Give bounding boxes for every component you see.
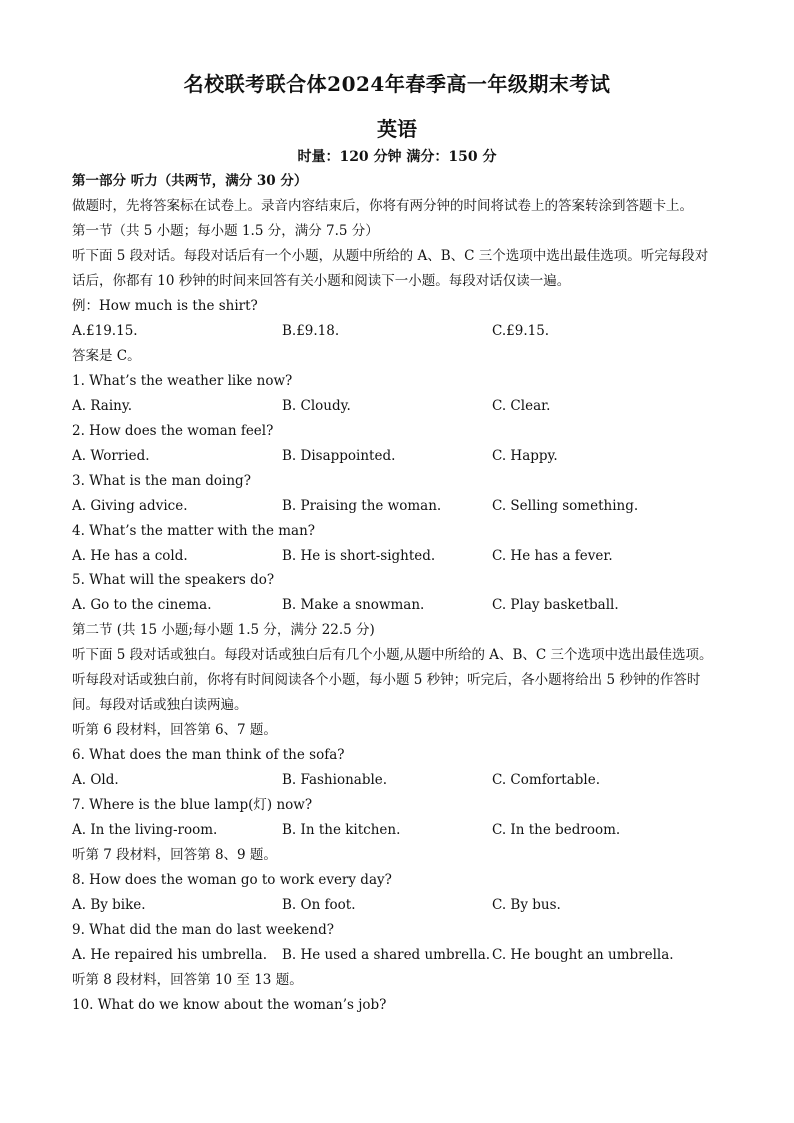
q6-option-a: A. Old. (72, 772, 119, 788)
q2-option-c: C. Happy. (492, 448, 558, 464)
material-7-note: 听第 7 段材料，回答第 8、9 题。 (72, 847, 277, 863)
section2-instruction-2: 听每段对话或独白前，你将有时间阅读各个小题，每小题 5 秒钟；听完后，各小题将给出 5 秒钟的作答时 (72, 672, 701, 688)
q4-option-a: A. He has a cold. (72, 548, 188, 564)
question-5: 5. What will the speakers do? (72, 572, 275, 588)
example-option-c: C.£9.15. (492, 323, 550, 339)
q5-option-c: C. Play basketball. (492, 597, 619, 613)
question-7: 7. Where is the blue lamp(灯) now? (72, 797, 313, 813)
q9-option-a: A. He repaired his umbrella. (72, 947, 267, 963)
q5-option-b: B. Make a snowman. (282, 597, 425, 613)
subject-title: 英语 (377, 117, 417, 141)
q7-option-a: A. In the living-room. (72, 822, 218, 838)
q7-option-c: C. In the bedroom. (492, 822, 621, 838)
section1-instruction-2: 话后，你都有 10 秒钟的时间来回答有关小题和阅读下一小题。每段对话仅读一遍。 (72, 273, 571, 289)
q8-option-a: A. By bike. (72, 897, 146, 913)
section1-heading: 第一节（共 5 小题；每小题 1.5 分，满分 7.5 分） (72, 223, 379, 239)
question-3: 3. What is the man doing? (72, 473, 251, 489)
q9-option-b: B. He used a shared umbrella. (282, 947, 491, 963)
q3-option-c: C. Selling something. (492, 498, 639, 514)
section2-heading: 第二节 (共 15 小题;每小题 1.5 分，满分 22.5 分) (72, 622, 375, 638)
question-6: 6. What does the man think of the sofa? (72, 747, 345, 763)
q4-option-c: C. He has a fever. (492, 548, 613, 564)
question-10: 10. What do we know about the woman’s job? (72, 997, 387, 1013)
q5-option-a: A. Go to the cinema. (72, 597, 212, 613)
q1-option-b: B. Cloudy. (282, 398, 351, 414)
question-8: 8. How does the woman go to work every day? (72, 872, 392, 888)
q2-option-a: A. Worried. (72, 448, 150, 464)
question-2: 2. How does the woman feel? (72, 423, 274, 439)
q1-option-c: C. Clear. (492, 398, 551, 414)
q9-option-c: C. He bought an umbrella. (492, 947, 674, 963)
time-score-line: 时量：120 分钟 满分：150 分 (297, 149, 497, 165)
question-1: 1. What’s the weather like now? (72, 373, 293, 389)
example-option-a: A.£19.15. (72, 323, 138, 339)
material-6-note: 听第 6 段材料，回答第 6、7 题。 (72, 722, 277, 738)
q4-option-b: B. He is short-sighted. (282, 548, 436, 564)
q6-option-b: B. Fashionable. (282, 772, 388, 788)
q3-option-b: B. Praising the woman. (282, 498, 442, 514)
q6-option-c: C. Comfortable. (492, 772, 600, 788)
q8-option-b: B. On foot. (282, 897, 356, 913)
part1-instruction: 做题时，先将答案标在试卷上。录音内容结束后，你将有两分钟的时间将试卷上的答案转涂到答题卡上。 (72, 198, 693, 214)
question-4: 4. What’s the matter with the man? (72, 523, 316, 539)
q8-option-c: C. By bus. (492, 897, 561, 913)
q7-option-b: B. In the kitchen. (282, 822, 401, 838)
section2-instruction-3: 间。每段对话或独白读两遍。 (72, 697, 248, 713)
example-option-b: B.£9.18. (282, 323, 340, 339)
exam-title: 名校联考联合体2024年春季高一年级期末考试 (183, 72, 611, 96)
example-answer: 答案是 C。 (72, 348, 141, 364)
q3-option-a: A. Giving advice. (72, 498, 188, 514)
section2-instruction-1: 听下面 5 段对话或独白。每段对话或独白后有几个小题,从题中所给的 A、B、C 三个选项中选出最佳选项。 (72, 647, 713, 663)
material-8-note: 听第 8 段材料，回答第 10 至 13 题。 (72, 972, 303, 988)
question-9: 9. What did the man do last weekend? (72, 922, 334, 938)
section1-instruction-1: 听下面 5 段对话。每段对话后有一个小题，从题中所给的 A、B、C 三个选项中选出最佳选项。听完每段对 (72, 248, 709, 264)
part1-heading: 第一部分 听力（共两节，满分 30 分） (72, 173, 308, 189)
q1-option-a: A. Rainy. (72, 398, 132, 414)
example-question: 例：How much is the shirt? (72, 298, 258, 314)
q2-option-b: B. Disappointed. (282, 448, 396, 464)
